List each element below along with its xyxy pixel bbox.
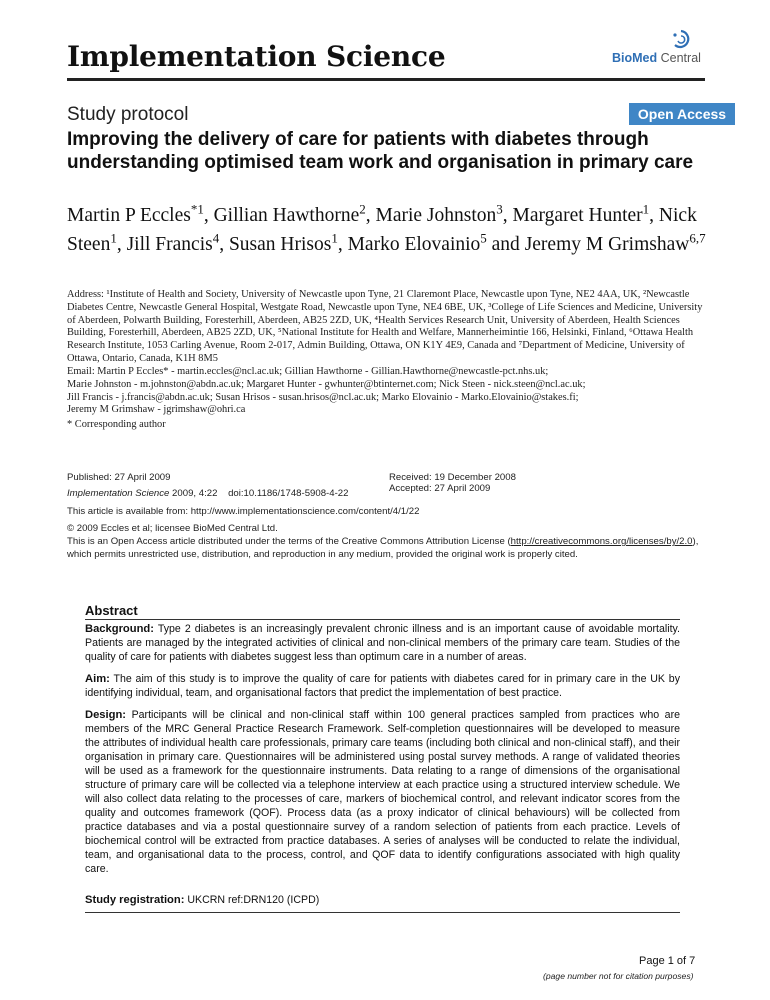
- page-number: Page 1 of 7: [639, 955, 696, 967]
- license-link[interactable]: http://creativecommons.org/licenses/by/2.0: [510, 536, 693, 547]
- abstract-rule: [85, 619, 680, 620]
- license-line: [67, 536, 717, 549]
- article-availability[interactable]: This article is available from: http://www.implementationscience.com/content/4/1/22: [67, 506, 420, 517]
- author-name: Marie Johnston: [375, 204, 497, 226]
- author-name: Jill Francis: [126, 234, 213, 255]
- abstract-section-label: Aim:: [85, 673, 110, 685]
- copyright-notice: © 2009 Eccles et al; licensee BioMed Central Ltd.: [67, 523, 278, 534]
- citation-details: 2009, 4:22 doi:10.1186/1748-5908-4-22: [169, 488, 349, 499]
- biomed-central-logo: [612, 28, 708, 70]
- author-emails: [67, 366, 712, 417]
- author-separator: ,: [337, 234, 348, 255]
- abstract-section-label: Design:: [85, 709, 127, 721]
- abstract-section-text: The aim of this study is to improve the quality of care for patients with diabetes cared for in primary care in the UK by identifying individual, team, and organisational factors that predict the implementation of best practice.: [85, 673, 680, 699]
- abstract-section-label: Study registration:: [85, 894, 185, 906]
- author-affiliation: 6,7: [689, 230, 706, 246]
- logo-central-text: Central: [660, 51, 701, 65]
- license-line: which permits unrestricted use, distribution, and reproduction in any medium, provided the original work is properly cited.: [67, 548, 578, 560]
- license-text-a: This is an Open Access article distributed under the terms of the Creative Commons Attribution License (: [67, 536, 511, 547]
- license-text-b: ),: [692, 536, 699, 547]
- email-line: Jeremy M Grimshaw - jgrimshaw@ohri.ca: [67, 404, 246, 416]
- author-name: Gillian Hawthorne: [213, 204, 360, 226]
- open-access-badge: Open Access: [629, 103, 735, 125]
- logo-mark-icon: [667, 28, 697, 52]
- abstract-aim: [85, 672, 680, 700]
- author-affiliation: 1: [642, 201, 650, 216]
- abstract-section-label: Background:: [85, 623, 154, 635]
- article-type: Study protocol: [67, 104, 189, 125]
- author-separator: ,: [365, 204, 376, 226]
- author-separator: ,: [649, 204, 659, 226]
- journal-title: Implementation Science: [67, 40, 446, 73]
- accepted-date: Accepted: 27 April 2009: [389, 483, 491, 494]
- author-affiliation: 1: [331, 230, 338, 246]
- abstract-heading: Abstract: [85, 603, 138, 618]
- logo-bio-text: BioMed: [612, 51, 658, 65]
- abstract-study-registration: [85, 893, 680, 907]
- author-affiliation: 2: [359, 201, 366, 216]
- header-rule: [67, 78, 705, 81]
- citation: [67, 488, 348, 501]
- abstract-design: [85, 708, 680, 876]
- author-separator: ,: [219, 234, 229, 255]
- author: [213, 201, 376, 226]
- author-separator: ,: [203, 204, 214, 226]
- author-affiliation: 1: [110, 230, 117, 246]
- license-notice: [67, 536, 717, 562]
- author-separator: and: [486, 234, 525, 255]
- author-name: Nick Steen: [67, 204, 697, 255]
- author: [375, 201, 513, 226]
- author-affiliation: 4: [212, 230, 220, 246]
- abstract-background: [85, 622, 680, 664]
- author-affiliation: *1: [190, 201, 204, 216]
- author-name: Jeremy M Grimshaw: [524, 234, 690, 255]
- abstract-section-text: UKCRN ref:DRN120 (ICPD): [184, 894, 320, 906]
- author: [67, 201, 214, 226]
- author-addresses: Address: ¹Institute of Health and Society, University of Newcastle upon Tyne, 21 Claremont Place, Newcastle upon Tyne, NE2 4AA, UK, ²Newcastle Diabetes Centre, Newcastle General Hospital, Westgate Road, Newcastle upon Tyne, NE4 6BE, UK, ³College of Life Sciences and Medicine, University of Aberdeen, Polwarth Building, Foresterhill, Aberdeen, AB25 2ZD, UK, ⁴Health Services Research Unit, University of Aberdeen, Health Sciences Building, Foresterhill, Aberdeen, AB25 2ZD, UK, ⁵National Institute for Health and Welfare, Mannerheimintie 166, Helsinki, Finland, ⁶Ottawa Health Research Institute, 1053 Carling Avenue, Room 2-017, Admin Building, Ottawa, ON K1Y 4E9, Canada and ⁷Department of Medicine, University of Ottawa, Ontario, Canada, K1H 8M5: [67, 289, 703, 364]
- author-name: Martin P Eccles: [67, 204, 191, 226]
- author: [228, 230, 348, 255]
- received-date: Received: 19 December 2008: [389, 472, 516, 483]
- corresponding-author-note: * Corresponding author: [67, 419, 166, 430]
- author-separator: ,: [502, 204, 513, 226]
- author: [126, 230, 229, 255]
- abstract-section-text: Participants will be clinical and non-clinical staff within 100 general practices sampled from practices who are members of the MRC General Practice Research Framework. Self-completion questionnaires will be developed to measure the attributes of individual health care professionals, primary care teams (including both clinical and non-clinical staff), and their organisation in primary care. Questionnaires will be administered using postal survey methods. A range of validated theories will be used as a framework for the questionnaire instruments. Data relating to a range of dimensions of the organisational structure of primary care will be collected via a telephone interview at each practice using a structured interview schedule. We will also collect data relating to the processes of care, markers of biochemical control, and relevant indicator scores from the quality and outcomes framework (QOF). Process data (as a proxy indicator of clinical behaviours) will be collected from practice databases and via a postal questionnaire survey of a random selection of patients from each practice. Levels of biochemical control will be extracted from practice databases. A series of analyses will be conducted to relate the individual, team, and organisational data to the process, control, and QOF data to identify configurations associated with high quality care.: [85, 709, 680, 875]
- citation-journal: Implementation Science: [67, 488, 170, 499]
- author: [347, 230, 525, 255]
- author-name: Susan Hrisos: [228, 234, 332, 255]
- author-list: [67, 197, 717, 256]
- author-name: Marko Elovainio: [347, 234, 481, 255]
- page-number-note: (page number not for citation purposes): [543, 971, 694, 981]
- email-line: Marie Johnston - m.johnston@abdn.ac.uk; Margaret Hunter - gwhunter@btinternet.com; Nick Steen - nick.steen@ncl.ac.uk;: [67, 378, 586, 390]
- email-line: Email: Martin P Eccles* - martin.eccles@ncl.ac.uk; Gillian Hawthorne - Gillian.Hawthorne@newcastle-pct.nhs.uk;: [67, 366, 549, 377]
- author-name: Margaret Hunter: [512, 204, 643, 226]
- author: [512, 201, 659, 226]
- email-line: Jill Francis - j.francis@abdn.ac.uk; Susan Hrisos - susan.hrisos@ncl.ac.uk; Marko Elovainio - Marko.Elovainio@stakes.fi;: [67, 391, 579, 403]
- author-separator: ,: [116, 234, 127, 255]
- author-affiliation: 5: [480, 230, 487, 246]
- article-title: Improving the delivery of care for patients with diabetes through understanding optimised team work and organisation in primary care: [67, 129, 694, 173]
- author-affiliation: 3: [496, 201, 503, 216]
- abstract-section-text: Type 2 diabetes is an increasingly prevalent chronic illness and is an important cause of avoidable mortality. Patients are managed by the integrated activities of clinical and non-clinical members of the primary care team. Studies of the quality of care for patients with diabetes suggest less than optimum care in a number of areas.: [85, 623, 680, 663]
- published-date: Published: 27 April 2009: [67, 472, 171, 483]
- author: [524, 230, 706, 255]
- abstract-bottom-rule: [85, 912, 680, 913]
